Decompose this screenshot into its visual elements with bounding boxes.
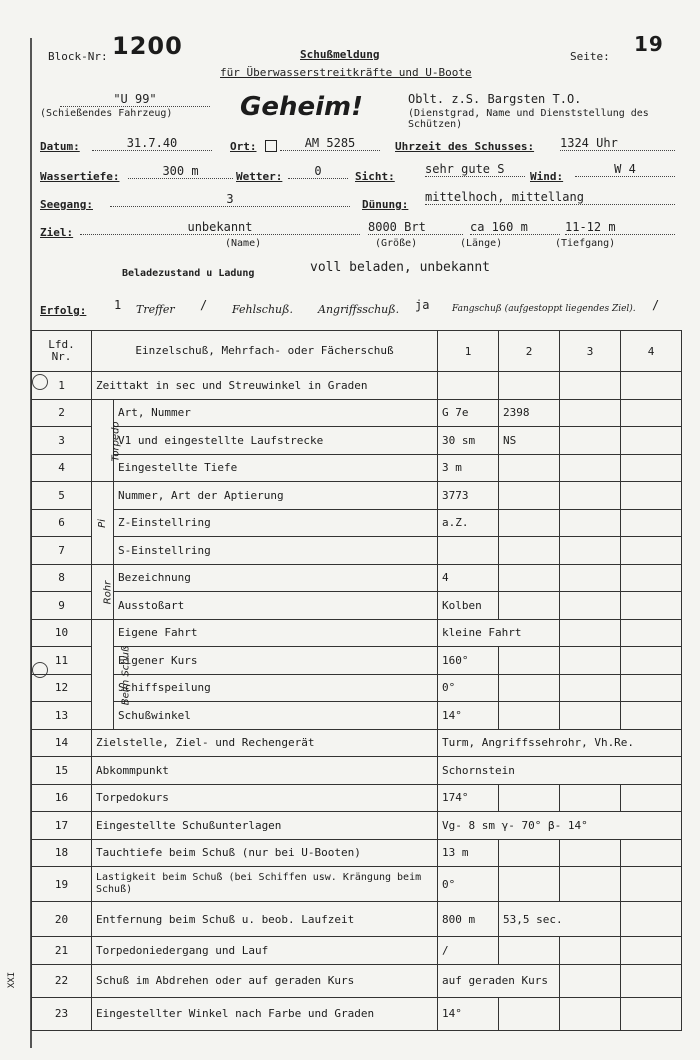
row-col-1: G 7e: [438, 399, 499, 427]
row-col-1: 3773: [438, 482, 499, 510]
weather-value: 0: [288, 164, 348, 179]
officer-caption: (Dienstgrad, Name und Dienststellung des Schützen): [408, 108, 649, 130]
row-col-1: 3 m: [438, 454, 499, 482]
row-col-1: [438, 537, 499, 565]
weather-label: Wetter:: [236, 170, 283, 183]
row-nr: 4: [32, 454, 92, 482]
catch-label: Fangschuß (aufgestoppt liegendes Ziel).: [452, 304, 636, 314]
group-pi: [92, 482, 114, 565]
row-col-1: /: [438, 937, 499, 965]
row-desc: Torpedoniedergang und Lauf: [92, 937, 438, 965]
row-desc: Eigener Kurs: [114, 647, 438, 675]
vessel-value: "U 99": [60, 92, 210, 107]
group-pi-label: Pi: [97, 519, 108, 529]
form-title: Schußmeldung: [300, 48, 380, 61]
row-desc: Tauchtiefe beim Schuß (nur bei U-Booten): [92, 839, 438, 867]
target-size-value: 8000 Brt: [368, 220, 463, 235]
row-col-1: 800 m: [438, 902, 499, 937]
row-col-1: Kolben: [438, 592, 499, 620]
row-desc: Eigene Fahrt: [114, 619, 438, 647]
row-desc: Zeittakt in sec und Streuwinkel in Graden: [92, 372, 438, 400]
depth-value: 300 m: [128, 164, 233, 179]
row-nr: 16: [32, 784, 92, 812]
row-col-2: 53,5 sec.: [499, 902, 621, 937]
row-col-1: 0°: [438, 674, 499, 702]
row-col-1: 13 m: [438, 839, 499, 867]
block-number: 1200: [112, 32, 183, 60]
row-desc: Z-Einstellring: [114, 509, 438, 537]
row-nr: 22: [32, 964, 92, 997]
date-label: Datum:: [40, 140, 80, 153]
sea-value: 3: [110, 192, 350, 207]
time-value: 1324 Uhr: [560, 136, 675, 151]
place-label: Ort:: [230, 140, 257, 153]
visibility-label: Sicht:: [355, 170, 395, 183]
row-nr: 9: [32, 592, 92, 620]
row-nr: 10: [32, 619, 92, 647]
row-col-1: 14°: [438, 997, 499, 1030]
row-desc: Eingestellte Tiefe: [114, 454, 438, 482]
visibility-value: sehr gute S: [425, 162, 525, 177]
target-draught-caption: (Tiefgang): [555, 238, 616, 249]
row-desc: Ausstoßart: [114, 592, 438, 620]
row-col-1: auf geraden Kurs: [438, 964, 560, 997]
row-col-1: 174°: [438, 784, 499, 812]
row-col-1: 4: [438, 564, 499, 592]
header-nr: Lfd. Nr.: [32, 331, 92, 372]
group-rohr: [92, 564, 114, 619]
officer-value: Oblt. z.S. Bargsten T.O.: [408, 92, 582, 106]
form-subtitle: für Überwasserstreitkräfte und U-Boote: [220, 66, 472, 79]
row-col-2: NS: [499, 427, 560, 455]
block-label: Block-Nr:: [48, 50, 108, 63]
page-number: 19: [634, 32, 664, 56]
row-desc: S-Einstellring: [114, 537, 438, 565]
date-value: 31.7.40: [92, 136, 212, 151]
row-desc: Schiffspeilung: [114, 674, 438, 702]
target-name-value: unbekannt: [80, 220, 360, 235]
row-col-1: 0°: [438, 867, 499, 902]
time-label: Uhrzeit des Schusses:: [395, 140, 535, 153]
row-nr: 5: [32, 482, 92, 510]
row-col-1: 30 sm: [438, 427, 499, 455]
row-col-1: kleine Fahrt: [438, 619, 560, 647]
shot-table: [31, 330, 682, 1031]
row-desc: Abkommpunkt: [92, 757, 438, 785]
swell-value: mittelhoch, mittellang: [425, 190, 675, 205]
row-desc: Nummer, Art der Aptierung: [114, 482, 438, 510]
attack-value: ja: [415, 298, 430, 312]
hits-value: 1: [114, 298, 122, 312]
row-wide-value: Turm, Angriffssehrohr, Vh.Re.: [438, 729, 682, 757]
target-length-caption: (Länge): [460, 238, 503, 249]
load-value: voll beladen, unbekannt: [310, 260, 491, 275]
row-col-1: 160°: [438, 647, 499, 675]
row-col-1: a.Z.: [438, 509, 499, 537]
row-col-2: 2398: [499, 399, 560, 427]
row-nr: 19: [32, 867, 92, 902]
target-size-caption: (Größe): [375, 238, 418, 249]
misses-label: Fehlschuß.: [232, 303, 293, 316]
header-col-4: 4: [621, 331, 682, 372]
header-col-2: 2: [499, 331, 560, 372]
row-nr: 7: [32, 537, 92, 565]
row-nr: 8: [32, 564, 92, 592]
row-nr: 3: [32, 427, 92, 455]
row-col-1: [438, 372, 499, 400]
row-nr: 17: [32, 812, 92, 840]
row-nr: 14: [32, 729, 92, 757]
group-torpedo: [92, 399, 122, 482]
row-desc: Art, Nummer: [114, 399, 438, 427]
page-label: Seite:: [570, 50, 610, 63]
attack-label: Angriffsschuß.: [318, 303, 400, 316]
row-nr: 21: [32, 937, 92, 965]
group-beim-schuss: [92, 619, 132, 729]
row-wide-value: Schornstein: [438, 757, 682, 785]
place-value: AM 5285: [280, 136, 380, 151]
row-desc: Eingestellter Winkel nach Farbe und Graden: [92, 997, 438, 1030]
target-draught-value: 11-12 m: [565, 220, 675, 235]
place-square-icon: [265, 140, 277, 152]
vessel-caption: (Schießendes Fahrzeug): [40, 108, 173, 119]
row-nr: 15: [32, 757, 92, 785]
hits-label: Treffer: [136, 303, 175, 316]
row-nr: 13: [32, 702, 92, 730]
target-length-value: ca 160 m: [470, 220, 560, 235]
row-nr: 6: [32, 509, 92, 537]
row-nr: 12: [32, 674, 92, 702]
success-label: Erfolg:: [40, 304, 87, 317]
row-desc: V1 und eingestellte Laufstrecke: [114, 427, 438, 455]
group-beim-schuss-label: Beim Schuß: [120, 645, 132, 705]
row-nr: 20: [32, 902, 92, 937]
group-torpedo-label: Torpedo: [110, 421, 122, 462]
misses-value: /: [200, 298, 208, 312]
row-nr: 2: [32, 399, 92, 427]
secret-stamp: Geheim!: [240, 92, 363, 122]
row-wide-value: Vg- 8 sm γ- 70° β- 14°: [438, 812, 682, 840]
row-nr: 11: [32, 647, 92, 675]
row-nr: 23: [32, 997, 92, 1030]
header-col-3: 3: [560, 331, 621, 372]
catch-value: /: [652, 298, 660, 312]
row-nr: 1: [32, 372, 92, 400]
row-desc: Entfernung beim Schuß u. beob. Laufzeit: [92, 902, 438, 937]
load-label: Beladezustand u Ladung: [122, 268, 255, 279]
group-rohr-label: Rohr: [102, 580, 114, 605]
wind-label: Wind:: [530, 170, 564, 183]
row-desc: Torpedokurs: [92, 784, 438, 812]
header-description: Einzelschuß, Mehrfach- oder Fächerschuß: [92, 331, 438, 372]
row-desc: Eingestellte Schußunterlagen: [92, 812, 438, 840]
wind-value: W 4: [575, 162, 675, 177]
row-desc: Zielstelle, Ziel- und Rechengerät: [92, 729, 438, 757]
row-col-1: 14°: [438, 702, 499, 730]
row-nr: 18: [32, 839, 92, 867]
depth-label: Wassertiefe:: [40, 170, 120, 183]
sea-label: Seegang:: [40, 198, 93, 211]
row-desc: Lastigkeit beim Schuß (bei Schiffen usw. Krängung beim Schuß): [92, 867, 438, 902]
side-note: XXI: [7, 971, 18, 989]
row-desc: Bezeichnung: [114, 564, 438, 592]
row-desc: Schuß im Abdrehen oder auf geraden Kurs: [92, 964, 438, 997]
target-name-caption: (Name): [225, 238, 262, 249]
row-desc: Schußwinkel: [114, 702, 438, 730]
swell-label: Dünung:: [362, 198, 409, 211]
header-col-1: 1: [438, 331, 499, 372]
target-label: Ziel:: [40, 226, 74, 239]
